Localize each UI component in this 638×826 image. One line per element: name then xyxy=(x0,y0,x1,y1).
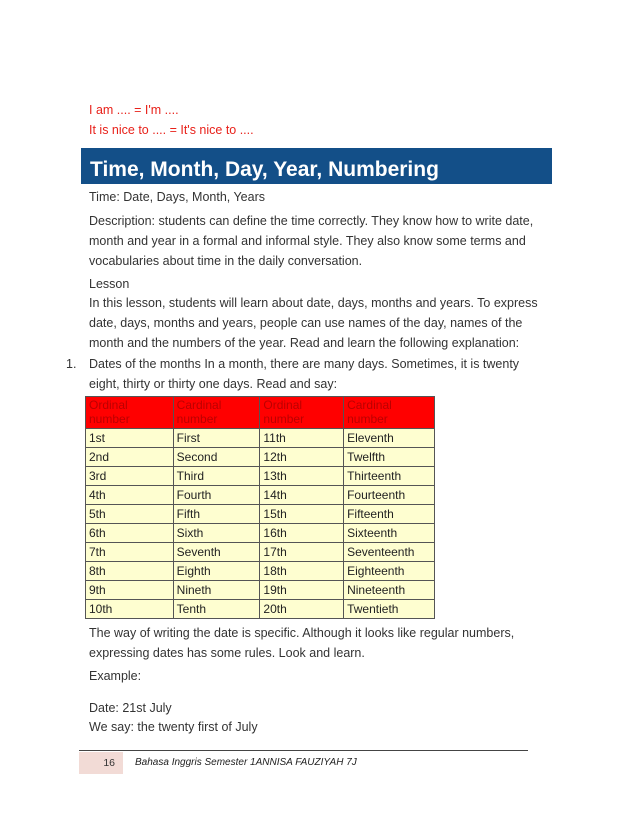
table-cell: 13th xyxy=(260,467,344,486)
table-header-row xyxy=(86,397,435,429)
table-row xyxy=(86,600,435,619)
table-cell: Sixth xyxy=(173,524,260,543)
table-cell: 20th xyxy=(260,600,344,619)
intro-line-1: I am .... = I'm .... xyxy=(89,103,179,117)
table-cell: Seventeenth xyxy=(344,543,435,562)
table-cell: 10th xyxy=(86,600,174,619)
topic-line: Time: Date, Days, Month, Years xyxy=(89,190,266,204)
table-cell: Thirteenth xyxy=(344,467,435,486)
table-cell: Tenth xyxy=(173,600,260,619)
table-cell: 14th xyxy=(260,486,344,505)
table-row xyxy=(86,486,435,505)
table-cell: 11th xyxy=(260,429,344,448)
table-cell: First xyxy=(173,429,260,448)
table-cell: 9th xyxy=(86,581,174,600)
table-cell: 2nd xyxy=(86,448,174,467)
table-cell: 1st xyxy=(86,429,174,448)
table-cell: 15th xyxy=(260,505,344,524)
table-row xyxy=(86,524,435,543)
example-date: Date: 21st July xyxy=(89,701,172,715)
example-label: Example: xyxy=(89,669,142,683)
table-cell: Fifth xyxy=(173,505,260,524)
footer-divider xyxy=(79,750,528,751)
table-cell: 16th xyxy=(260,524,344,543)
table-cell: Twentieth xyxy=(344,600,435,619)
table-cell: 7th xyxy=(86,543,174,562)
table-row xyxy=(86,581,435,600)
table-cell: 12th xyxy=(260,448,344,467)
footer-text: Bahasa Inggris Semester 1ANNISA FAUZIYAH 7J xyxy=(135,757,357,768)
table-row xyxy=(86,562,435,581)
table-cell: Nineteenth xyxy=(344,581,435,600)
list-item-text: Dates of the months In a month, there are many days. Sometimes, it is twenty eight, thirty or thirty one days. Read and say: xyxy=(89,357,520,391)
after-table-paragraph: The way of writing the date is specific. Although it looks like regular numbers, expressing dates has some rules. Look and learn. xyxy=(89,626,515,660)
header-cardinal-1: Cardinal number xyxy=(173,397,260,429)
table-cell: Fifteenth xyxy=(344,505,435,524)
table-cell: 18th xyxy=(260,562,344,581)
table-cell: Fourteenth xyxy=(344,486,435,505)
table-row xyxy=(86,505,435,524)
section-title: Time, Month, Day, Year, Numbering xyxy=(81,148,552,184)
table-cell: Eleventh xyxy=(344,429,435,448)
table-cell: Sixteenth xyxy=(344,524,435,543)
table-cell: Nineth xyxy=(173,581,260,600)
list-number: 1. xyxy=(66,357,77,371)
lesson-heading: Lesson xyxy=(89,277,130,291)
header-ordinal-1: Ordinal number xyxy=(86,397,174,429)
table-row xyxy=(86,467,435,486)
table-row xyxy=(86,429,435,448)
page-number: 16 xyxy=(79,752,123,774)
table-cell: 3rd xyxy=(86,467,174,486)
table-cell: Fourth xyxy=(173,486,260,505)
header-ordinal-2: Ordinal number xyxy=(260,397,344,429)
table-cell: Third xyxy=(173,467,260,486)
table-cell: Twelfth xyxy=(344,448,435,467)
description-paragraph: Description: students can define the time correctly. They know how to write date, month and year in a formal and informal style. They also know some terms and vocabularies about time in the daily conversation. xyxy=(89,214,534,268)
table-cell: 6th xyxy=(86,524,174,543)
table-cell: Seventh xyxy=(173,543,260,562)
header-cardinal-2: Cardinal number xyxy=(344,397,435,429)
table-cell: 19th xyxy=(260,581,344,600)
table-cell: Eighteenth xyxy=(344,562,435,581)
table-row xyxy=(86,448,435,467)
example-say: We say: the twenty first of July xyxy=(89,720,258,734)
table-cell: 8th xyxy=(86,562,174,581)
ordinal-cardinal-table xyxy=(85,396,435,619)
table-cell: 4th xyxy=(86,486,174,505)
lesson-paragraph: In this lesson, students will learn about date, days, months and years. To express date, days, months and years, people can use names of the day, names of the month and the numbers of the year. Read and learn the following explanation: xyxy=(89,296,538,350)
table-row xyxy=(86,543,435,562)
table-cell: 5th xyxy=(86,505,174,524)
table-cell: 17th xyxy=(260,543,344,562)
table-cell: Second xyxy=(173,448,260,467)
table-cell: Eighth xyxy=(173,562,260,581)
intro-line-2: It is nice to .... = It's nice to .... xyxy=(89,123,254,137)
